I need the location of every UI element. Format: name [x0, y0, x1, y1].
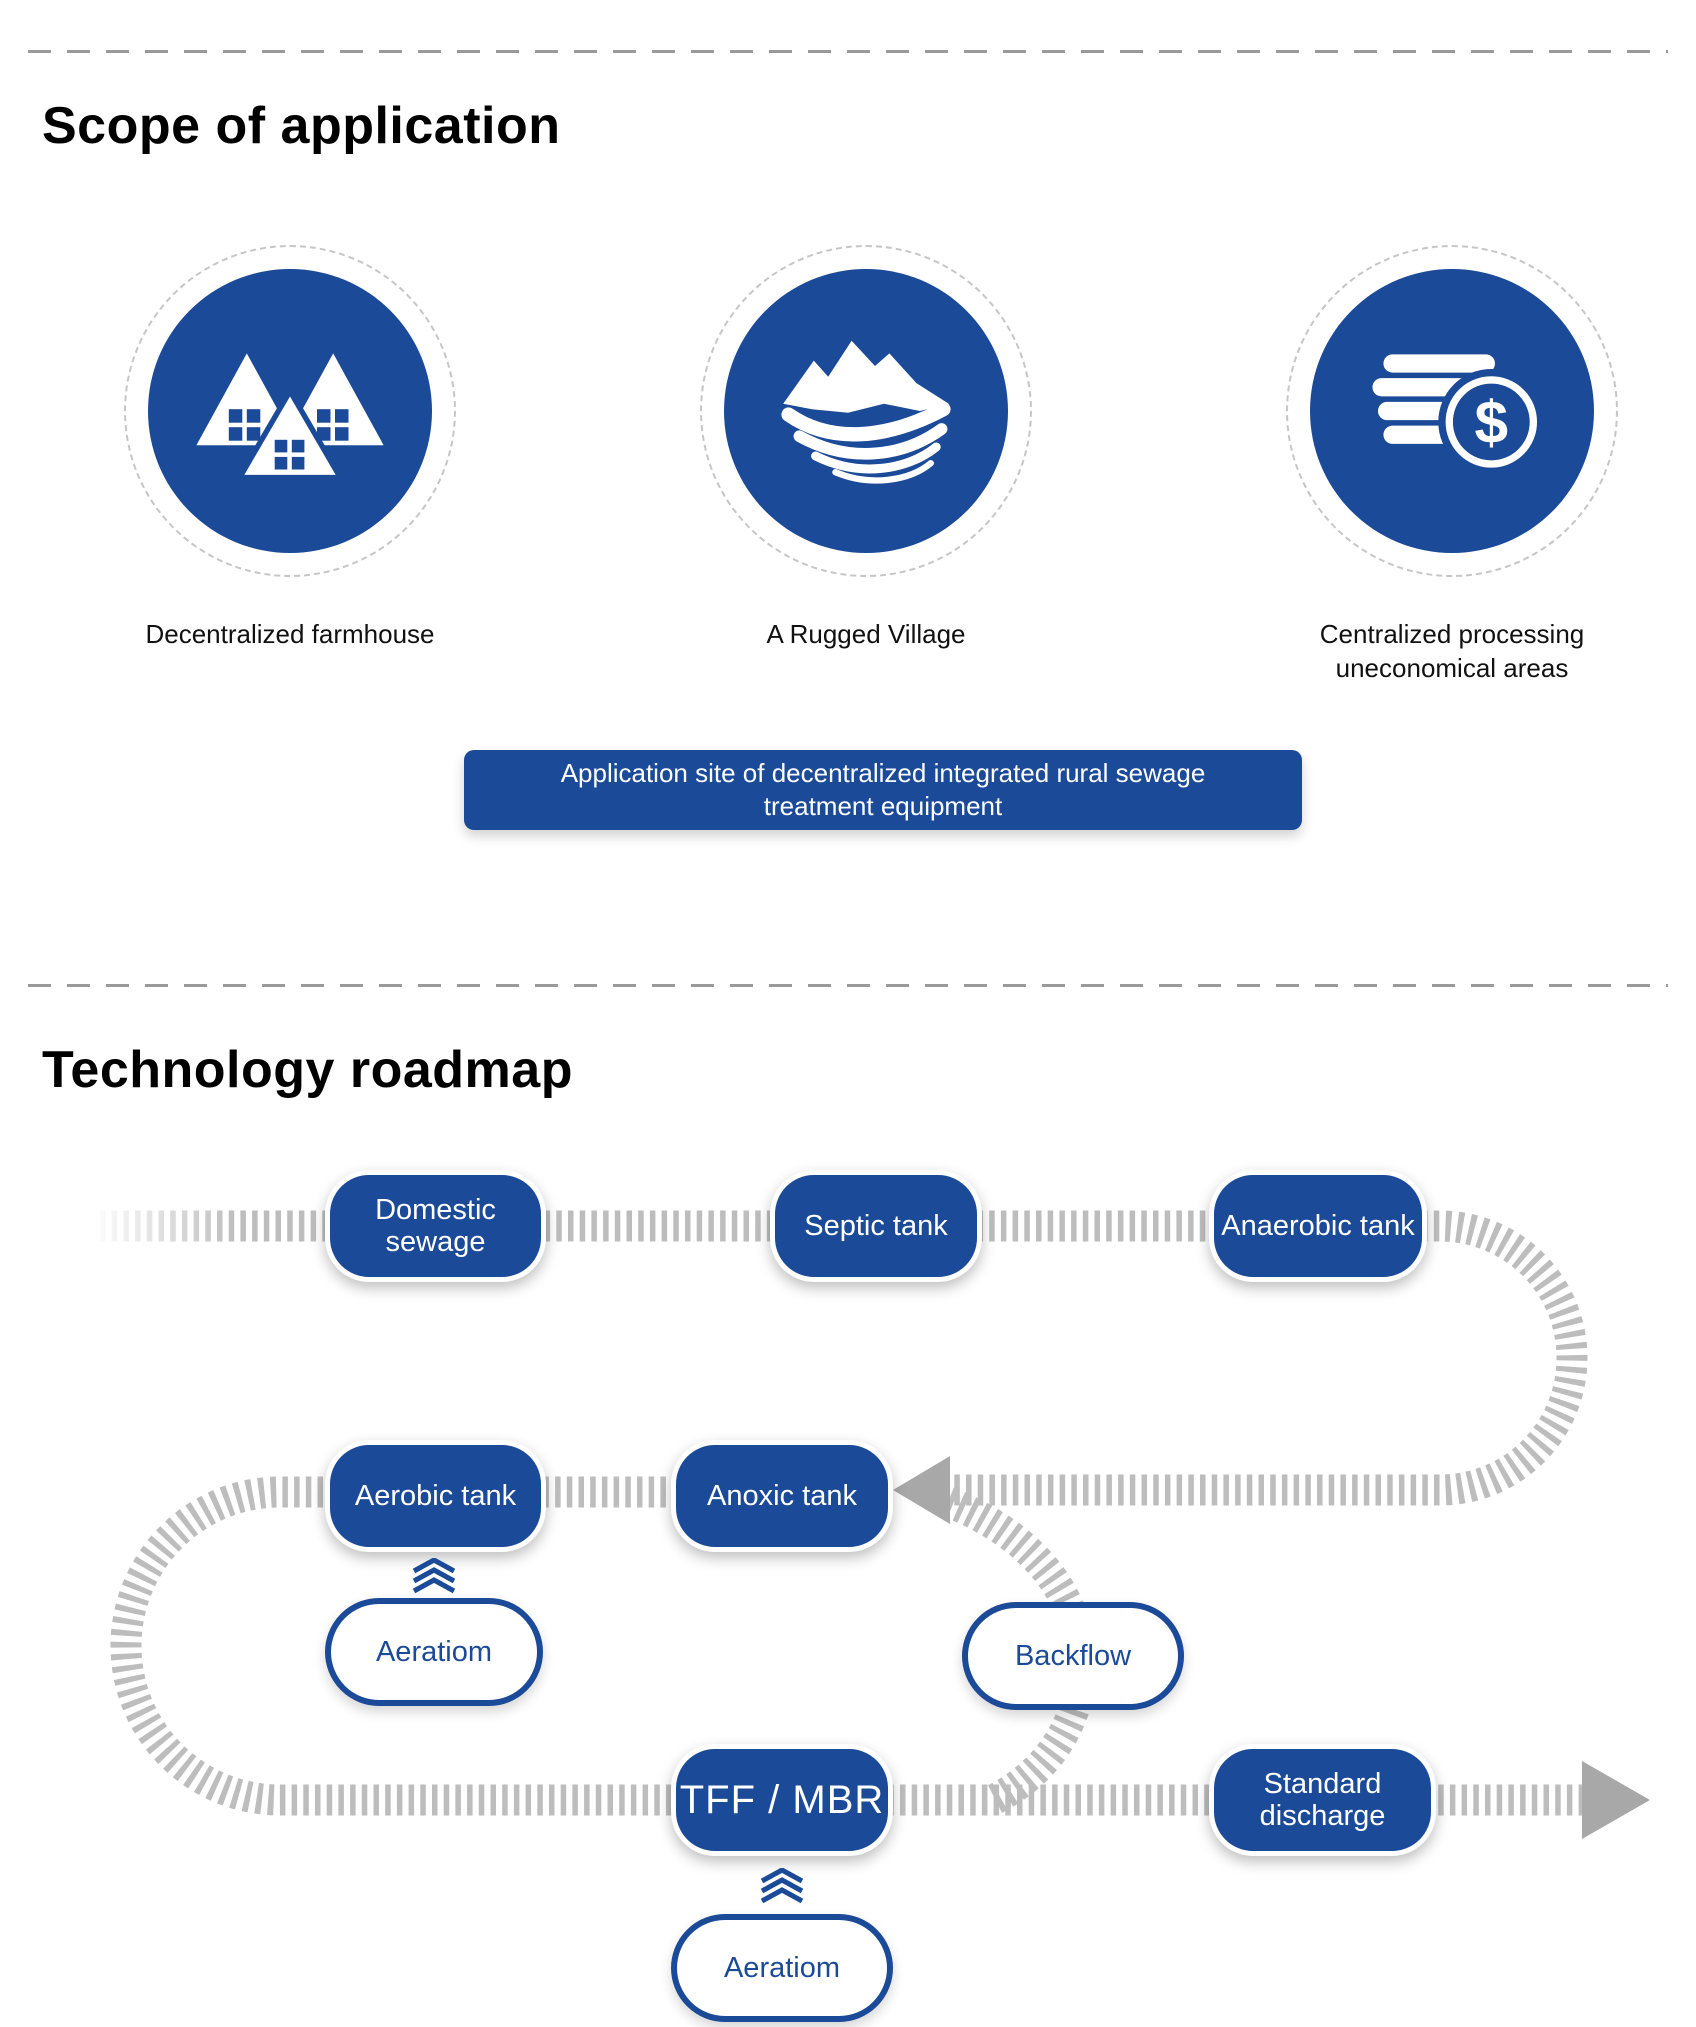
triple-chevron-up-icon: [758, 1868, 806, 1904]
node-standard-discharge: [1209, 1744, 1436, 1856]
node-label: Standard discharge: [1259, 1767, 1386, 1832]
node-label: Aerobic tank: [354, 1479, 517, 1512]
node-label: Anoxic tank: [707, 1479, 857, 1512]
triple-chevron-up-icon: [410, 1558, 458, 1594]
node-septic-tank: [770, 1170, 982, 1282]
roadmap-section-title: Technology roadmap: [42, 1041, 573, 1099]
svg-text:$: $: [1474, 388, 1509, 456]
pill-label: Backflow: [1014, 1639, 1132, 1672]
cost-caption: Centralized processing uneconomical areas: [1319, 619, 1585, 683]
pill-label: Aeratiom: [375, 1635, 493, 1668]
node-anoxic-tank: [671, 1440, 893, 1552]
node-label: Anaerobic tank: [1221, 1209, 1415, 1242]
pill-backflow: [962, 1602, 1184, 1710]
node-domestic-sewage: [325, 1170, 546, 1282]
pill-aeration-2: [671, 1914, 893, 2022]
node-label: TFF / MBR: [679, 1777, 885, 1822]
farmhouse-caption: Decentralized farmhouse: [145, 619, 435, 649]
pill-aeration-1: [325, 1598, 543, 1706]
banner-text: Application site of decentralized integrated rural sewage treatment equipment: [560, 757, 1206, 821]
node-label: Septic tank: [804, 1209, 948, 1242]
village-caption: A Rugged Village: [766, 619, 966, 649]
ribbon-fade: [92, 1204, 237, 1250]
anoxic-arrowhead-icon: [893, 1456, 950, 1524]
node-label: Domestic sewage: [375, 1193, 496, 1258]
scope-section-title: Scope of application: [42, 97, 561, 155]
node-aerobic-tank: [325, 1440, 546, 1552]
pill-label: Aeratiom: [723, 1951, 841, 1984]
discharge-arrowhead-icon: [1582, 1761, 1650, 1839]
node-anaerobic-tank: [1209, 1170, 1427, 1282]
node-tff-mbr: [671, 1744, 893, 1856]
